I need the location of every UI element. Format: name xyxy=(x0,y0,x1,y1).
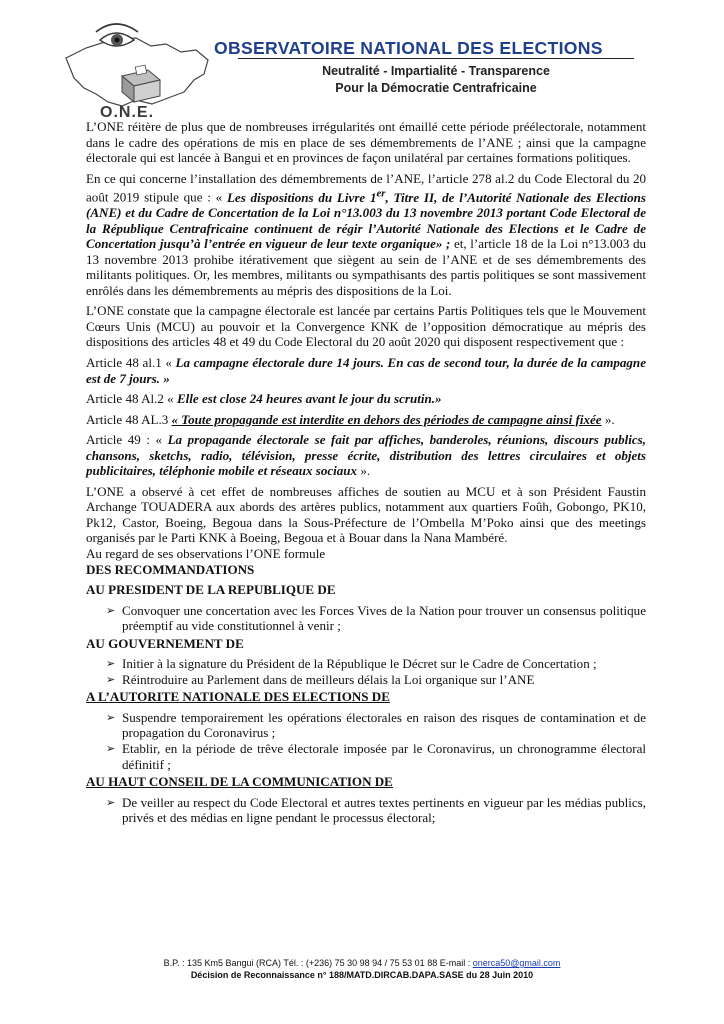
article-48-al3: Article 48 AL.3 « Toute propagande est interdite en dehors des périodes de campagne ainsi fixée ». xyxy=(86,411,615,427)
paragraph-irregularities: L’ONE réitère de plus que de nombreuses irrégularités ont émaillé cette période préélectorale, notamment dans le cadre des opérations de mis en place de ses démembrements de l’ANE ; ainsi que la campagne électorale qui est lancée à Bangui et en provinces de façon unilatéral par certaines formations politiques. xyxy=(86,119,646,166)
article-48-al2: Article 48 Al.2 « Elle est close 24 heures avant le jour du scrutin.» xyxy=(86,391,442,407)
paragraph-formule: Au regard de ses observations l’ONE formule xyxy=(86,546,326,562)
heading-ane: A L’AUTORITE NATIONALE DES ELECTIONS DE xyxy=(86,689,390,705)
list-item: ➢ Convoquer une concertation avec les Forces Vives de la Nation pour trouver un consensus politique préemptif au vide constitutionnel à venir ; xyxy=(106,602,646,634)
list-item: ➢ Suspendre temporairement les opérations électorales en raison des risques de contamination et de propagation du Coronavirus ; xyxy=(106,709,646,741)
arrowhead-bullet-icon: ➢ xyxy=(106,742,116,756)
article-49: Article 49 : « La propagande électorale se fait par affiches, banderoles, réunions, discours publics, chansons, sketchs, radio, télévision, presse écrite, distribution des lettres circulaires et objets publicitaires, téléphonie mobile et réseaux sociaux ». xyxy=(86,432,647,479)
tagline-mission: Pour la Démocratie Centrafricaine xyxy=(335,81,537,95)
heading-president: AU PRESIDENT DE LA REPUBLIQUE DE xyxy=(86,582,336,598)
header-divider xyxy=(238,58,634,59)
paragraph-ane-installation: En ce qui concerne l’installation des démembrements de l’ANE, l’article 278 al.2 du Code Electoral du 20 août 2019 stipule que : « Les dispositions du Livre 1er, Titre II, de l’Autorité Nationale des Elections (ANE) et du Cadre de Concertation de la Loi n°13.003 du 13 novembre 2013 portant Code Electoral de la République Centrafricaine continuent de régir l’Autorité Nationale des Elections et le Cadre de Concertation jusqu’à l’entrée en vigueur de leur texte organique» ; et, l’article 18 de la Loi n°13.003 du 13 novembre 2013 prohibe itérativement que siègent au sein de l’ANE et de ses démembrements des militants politiques. Or, les membres, militants ou sympathisants des partis politiques se sont massivement enrôlés dans les démembrements au mépris des dispositions de la Loi. xyxy=(86,170,646,298)
footer-recognition: Décision de Reconnaissance n° 188/MATD.DIRCAB.DAPA.SASE du 28 Juin 2010 xyxy=(190,970,534,980)
organization-title: OBSERVATOIRE NATIONAL DES ELECTIONS xyxy=(214,38,603,58)
list-item: ➢ De veiller au respect du Code Electoral et autres textes pertinents en vigueur par les médias publics, privés et des médias en ligne pendant le processus électoral; xyxy=(106,794,646,826)
list-hcc xyxy=(86,795,646,826)
letterhead xyxy=(0,0,724,130)
list-president xyxy=(86,603,646,634)
page-footer xyxy=(0,958,724,980)
list-item: ➢ Réintroduire au Parlement dans de meilleurs délais la Loi organique sur l’ANE xyxy=(106,671,535,687)
heading-government: AU GOUVERNEMENT DE xyxy=(86,635,244,651)
arrowhead-bullet-icon: ➢ xyxy=(106,795,116,809)
list-government xyxy=(86,656,646,687)
list-item: ➢ Initier à la signature du Président de la République le Décret sur le Cadre de Concertation ; xyxy=(106,656,597,672)
arrowhead-bullet-icon: ➢ xyxy=(106,710,116,724)
email-link[interactable]: onerca50@gmail.com xyxy=(472,958,561,968)
document-body xyxy=(86,119,646,828)
recommendations-title: DES RECOMMANDATIONS xyxy=(86,561,255,577)
tagline-values: Neutralité - Impartialité - Transparence xyxy=(322,64,550,78)
logo-caption: O.N.E. xyxy=(100,104,155,121)
list-item: ➢ Etablir, en la période de trêve électorale imposée par le Coronavirus, un chronogramme électoral définitif ; xyxy=(106,741,646,772)
footer-contact: B.P. : 135 Km5 Bangui (RCA) Tél. : (+236) 75 30 98 94 / 75 53 01 88 E-mail : onerca50@gmail.com xyxy=(163,958,561,968)
article-48-al1: Article 48 al.1 « La campagne électorale dure 14 jours. En cas de second tour, la durée de la campagne est de 7 jours. » xyxy=(86,355,646,386)
arrowhead-bullet-icon: ➢ xyxy=(106,672,116,686)
arrowhead-bullet-icon: ➢ xyxy=(106,657,116,671)
heading-hcc: AU HAUT CONSEIL DE LA COMMUNICATION DE xyxy=(86,774,393,790)
list-ane xyxy=(86,710,646,772)
paragraph-campaign: L’ONE constate que la campagne électorale est lancée par certains Partis Politiques tels que le Mouvement Cœurs Unis (MCU) au pouvoir et la Convergence KNK de l’opposition démocratique au mépris des dispositions des articles 48 et 49 du Code Electoral du 20 août 2020 qui disposent respectivement que : xyxy=(86,303,646,350)
arrowhead-bullet-icon: ➢ xyxy=(106,603,116,617)
paragraph-observations: L’ONE a observé à cet effet de nombreuses affiches de soutien au MCU et à son Président Faustin Archange TOUADERA aux abords des artères publics, notamment aux quartiers Foûh, Gobongo, PK10, Pk12, Castor, Boeing, Begoua dans la Sous-Préfecture de l’Ombella M’Poko ainsi que des meetings organisés par le Parti KNK à Boeing, Begoua et à Bouar dans la Nana Mambéré. xyxy=(86,483,646,546)
